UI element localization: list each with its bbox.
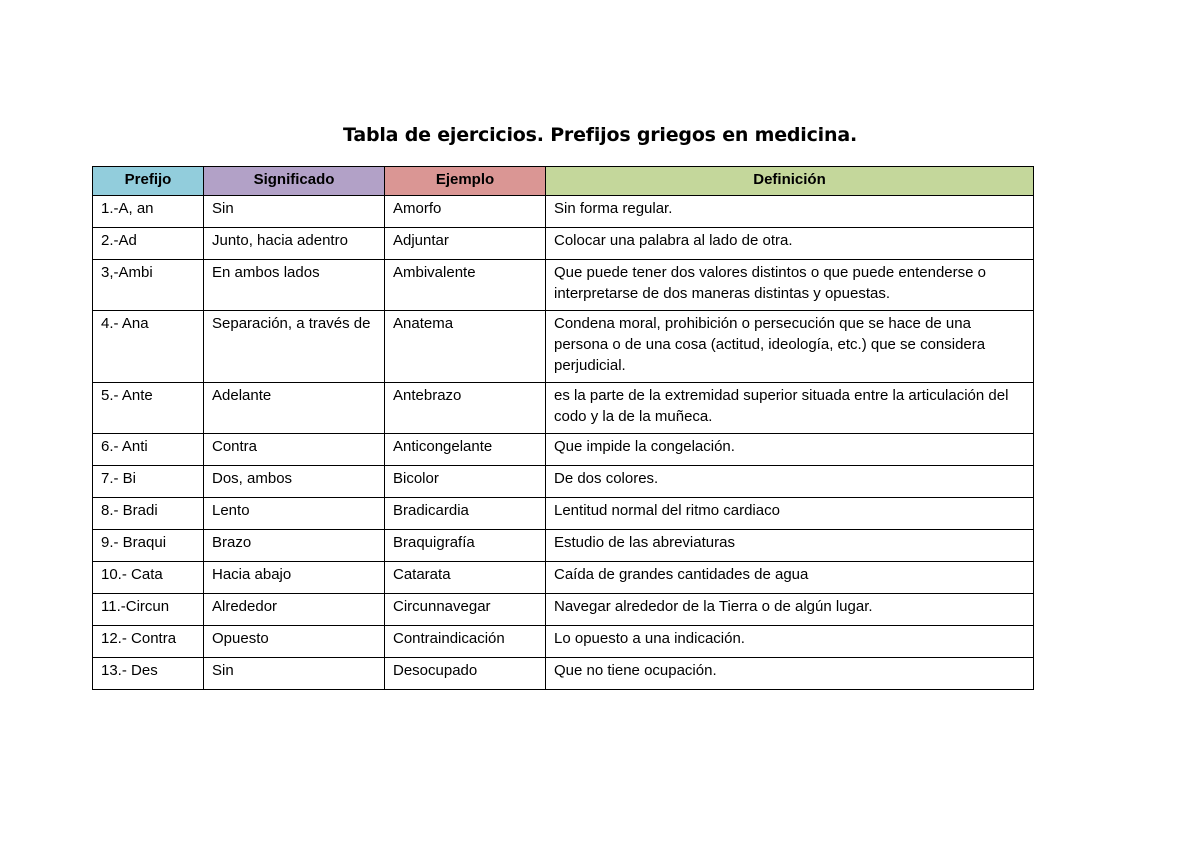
cell-ejemplo: Catarata (385, 562, 546, 594)
cell-definicion: Lo opuesto a una indicación. (546, 626, 1034, 658)
cell-significado: Hacia abajo (204, 562, 385, 594)
table-row (93, 594, 1034, 626)
cell-ejemplo: Ambivalente (385, 260, 546, 311)
table-row (93, 658, 1034, 690)
cell-significado: Dos, ambos (204, 466, 385, 498)
table-row (93, 498, 1034, 530)
prefix-table (92, 166, 1034, 690)
cell-prefijo: 12.- Contra (93, 626, 204, 658)
table-row (93, 562, 1034, 594)
table-row (93, 311, 1034, 383)
cell-definicion: es la parte de la extremidad superior situada entre la articulación del codo y la de la muñeca. (546, 383, 1034, 434)
cell-ejemplo: Antebrazo (385, 383, 546, 434)
cell-ejemplo: Anatema (385, 311, 546, 383)
table-row (93, 626, 1034, 658)
cell-prefijo: 2.-Ad (93, 228, 204, 260)
cell-prefijo: 11.-Circun (93, 594, 204, 626)
cell-ejemplo: Contraindicación (385, 626, 546, 658)
cell-significado: Contra (204, 434, 385, 466)
cell-definicion: Lentitud normal del ritmo cardiaco (546, 498, 1034, 530)
cell-prefijo: 6.- Anti (93, 434, 204, 466)
cell-ejemplo: Adjuntar (385, 228, 546, 260)
cell-definicion: Que impide la congelación. (546, 434, 1034, 466)
cell-definicion: Sin forma regular. (546, 196, 1034, 228)
cell-prefijo: 4.- Ana (93, 311, 204, 383)
table-row (93, 383, 1034, 434)
cell-significado: Adelante (204, 383, 385, 434)
page-title: Tabla de ejercicios. Prefijos griegos en medicina. (343, 124, 857, 146)
cell-ejemplo: Bradicardia (385, 498, 546, 530)
cell-definicion: Estudio de las abreviaturas (546, 530, 1034, 562)
cell-significado: Opuesto (204, 626, 385, 658)
cell-significado: En ambos lados (204, 260, 385, 311)
cell-prefijo: 3,-Ambi (93, 260, 204, 311)
header-prefijo: Prefijo (93, 167, 204, 196)
table-body (93, 196, 1034, 690)
table-row (93, 196, 1034, 228)
cell-prefijo: 9.- Braqui (93, 530, 204, 562)
cell-significado: Alrededor (204, 594, 385, 626)
cell-significado: Lento (204, 498, 385, 530)
header-definicion: Definición (546, 167, 1034, 196)
cell-prefijo: 1.-A, an (93, 196, 204, 228)
cell-ejemplo: Desocupado (385, 658, 546, 690)
cell-definicion: Caída de grandes cantidades de agua (546, 562, 1034, 594)
cell-definicion: Que no tiene ocupación. (546, 658, 1034, 690)
header-ejemplo: Ejemplo (385, 167, 546, 196)
cell-ejemplo: Amorfo (385, 196, 546, 228)
table-row (93, 530, 1034, 562)
header-significado: Significado (204, 167, 385, 196)
cell-prefijo: 8.- Bradi (93, 498, 204, 530)
cell-definicion: Condena moral, prohibición o persecución que se hace de una persona o de una cosa (actitud, ideología, etc.) que se considera perjudicial. (546, 311, 1034, 383)
cell-significado: Junto, hacia adentro (204, 228, 385, 260)
cell-definicion: De dos colores. (546, 466, 1034, 498)
cell-ejemplo: Circunnavegar (385, 594, 546, 626)
cell-prefijo: 13.- Des (93, 658, 204, 690)
cell-prefijo: 5.- Ante (93, 383, 204, 434)
table-row (93, 260, 1034, 311)
cell-definicion: Que puede tener dos valores distintos o que puede entenderse o interpretarse de dos maneras distintas y opuestas. (546, 260, 1034, 311)
cell-definicion: Colocar una palabra al lado de otra. (546, 228, 1034, 260)
cell-prefijo: 10.- Cata (93, 562, 204, 594)
table-row (93, 228, 1034, 260)
table-row (93, 434, 1034, 466)
cell-ejemplo: Bicolor (385, 466, 546, 498)
cell-ejemplo: Braquigrafía (385, 530, 546, 562)
cell-ejemplo: Anticongelante (385, 434, 546, 466)
cell-definicion: Navegar alrededor de la Tierra o de algún lugar. (546, 594, 1034, 626)
table-header-row (93, 167, 1034, 196)
cell-significado: Separación, a través de (204, 311, 385, 383)
cell-significado: Brazo (204, 530, 385, 562)
cell-prefijo: 7.- Bi (93, 466, 204, 498)
table-row (93, 466, 1034, 498)
cell-significado: Sin (204, 196, 385, 228)
cell-significado: Sin (204, 658, 385, 690)
